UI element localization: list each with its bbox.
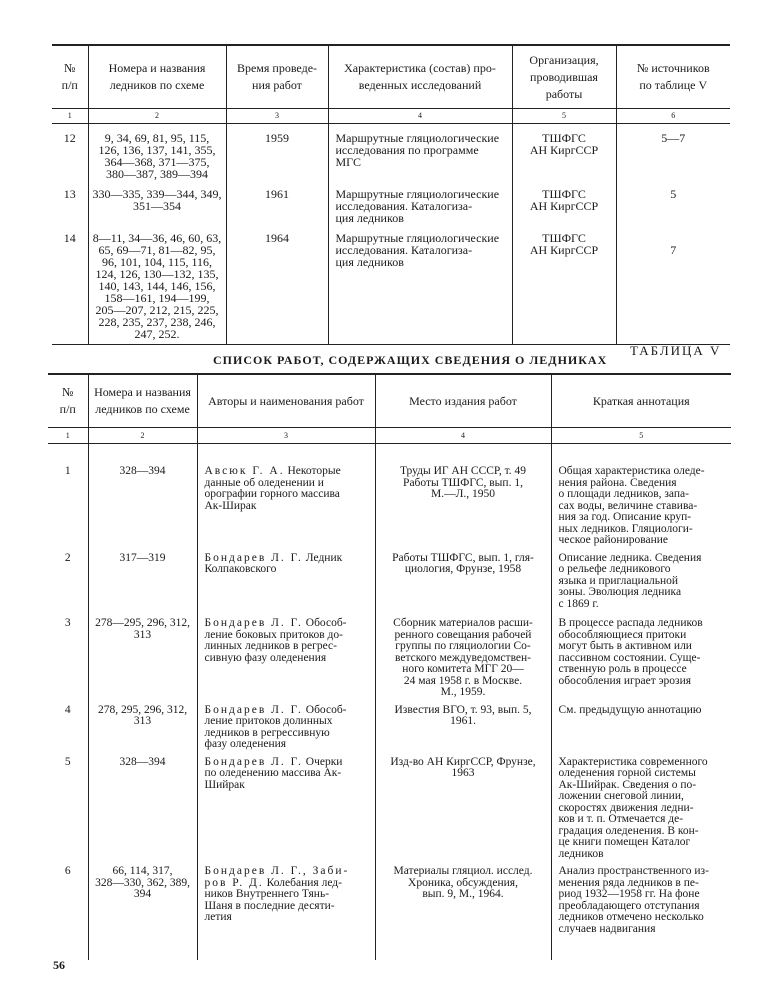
table-title: СПИСОК РАБОТ, СОДЕРЖАЩИХ СВЕДЕНИЯ О ЛЕДНИКАХ [213,353,608,367]
publication-place: Работы ТШФГС, вып. 1, гля- циология, Фрунзе, 1958 [375,547,551,611]
row-number: 14 [52,224,88,345]
work-title: Некоторые данные об оледенении и орографии горного массива Ак-Ширак [204,465,341,512]
table-row [52,124,730,181]
table-row [48,547,731,611]
annotation: Общая характеристика оледе- нения района. Сведения о площади ледников, запа- сах воды, величине ставива- ния за год. Описание круп- ных ледников. Гляциологи- ческое районирование [551,444,731,547]
glacier-numbers: 328—394 [88,751,197,861]
table1-header-glaciers: Номера и названия ледников по схеме [88,45,226,109]
table1-header-org: Организация, проводившая работы [512,45,616,109]
work-title: Очерки по оледенению массива Ак- Шийрак [204,755,343,791]
glacier-numbers: 9, 34, 69, 81, 95, 115, 126, 136, 137, 141, 355, 364—368, 371—375, 380—387, 389—394 [88,124,226,181]
publication-place: Известия ВГО, т. 93, вып. 5, 1961. [375,699,551,751]
annotation: Описание ледника. Сведения о рельефе ледникового языка и приглациальной зоны. Эволюция ледника с 1869 г. [551,547,731,611]
table-row [48,751,731,861]
table-row [52,180,730,224]
source-numbers: 5—7 [616,124,730,181]
table-label: ТАБЛИЦА V [630,343,722,358]
publication-place: Труды ИГ АН СССР, т. 49 Работы ТШФГС, вып. 1, М.—Л., 1950 [375,444,551,547]
organization: ТШФГС АН КиргССР [512,124,616,181]
glacier-numbers: 330—335, 339—344, 349, 351—354 [88,180,226,224]
row-number: 1 [64,465,71,477]
author-and-work [197,860,375,960]
glacier-numbers: 278, 295, 296, 312, 313 [88,699,197,751]
table1-header-row [52,45,730,109]
author-and-work [197,610,375,699]
author-name: Бондарев Л. Г. [204,551,303,564]
col-number: 4 [328,109,512,124]
table1-header-desc: Характеристика (состав) про- веденных исследований [328,45,512,109]
work-title: Обособ- ление притоков долинных ледников в регрессивную фазу оледенения [204,703,347,750]
table-row [48,444,731,547]
work-title: Колебания лед- ников Внутреннего Тянь- Шаня в последние десяти- летия [204,876,342,923]
row-number: 2 [64,551,71,564]
table-row [48,860,731,960]
research-description: Маршрутные гляциологические исследования. Каталогиза- ция ледников [328,180,512,224]
table1-header-time: Время проведе- ния работ [226,45,328,109]
col-number: 2 [88,109,226,124]
col-number: 5 [551,428,731,444]
research-time: 1964 [226,224,328,345]
author-name: Бондарев Л. Г. [204,755,303,768]
table2-column-number-row [48,428,731,444]
author-name: Бондарев Л. Г., Заби- ров Р. Д. [204,865,350,889]
table2-header-annotation: Краткая аннотация [551,374,731,428]
col-number: 5 [512,109,616,124]
table-row [52,224,730,345]
col-number: 1 [52,109,88,124]
author-and-work [197,699,375,751]
research-time: 1959 [226,124,328,181]
author-and-work [197,547,375,611]
col-number: 1 [48,428,88,444]
table1-column-number-row [52,109,730,124]
table2-header-place: Место издания работ [375,374,551,428]
works-list-table [48,373,731,960]
glacier-numbers: 317—319 [88,547,197,611]
table-row [48,610,731,699]
col-number: 6 [616,109,730,124]
source-numbers: 5 [616,180,730,224]
table2-header-num: № п/п [48,374,88,428]
organization: ТШФГС АН КиргССР [512,180,616,224]
work-title: Обособ- ление боковых притоков до- линных ледников в регрес- сивную фазу оледенения [204,617,347,664]
row-number: 13 [63,187,76,201]
research-description: Маршрутные гляциологические исследования по программе МГС [328,124,512,181]
row-number: 3 [64,617,71,629]
glacier-research-table [52,44,730,345]
glacier-numbers: 328—394 [88,444,197,547]
col-number: 3 [197,428,375,444]
research-time: 1961 [226,180,328,224]
publication-place: Изд-во АН КиргССР, Фрунзе, 1963 [375,751,551,861]
research-description: Маршрутные гляциологические исследования. Каталогиза- ция ледников [328,224,512,345]
publication-place: Сборник материалов расши- ренного совещания рабочей группы по гляциологии Со- ветского междуведомствен- ного комитета МГГ 20— 24 мая 1958 г. в Москве. М., 1959. [375,610,551,699]
annotation: См. предыдущую аннотацию [551,699,731,751]
row-number: 4 [64,703,71,716]
table-row [48,699,731,751]
row-number: 12 [63,131,76,145]
col-number: 2 [88,428,197,444]
row-number: 6 [64,865,71,877]
table1-header-sources: № источников по таблице V [616,45,730,109]
glacier-numbers: 8—11, 34—36, 46, 60, 63, 65, 69—71, 81—82, 95, 96, 101, 104, 115, 116, 124, 126, 130—132, 135, 140, 143, 144, 146, 156, 158—161, 194—199, 205—207, 212, 215, 225, 228, 235, 237, 238, 246, 247, 252. [88,224,226,345]
annotation: Анализ пространственного из- менения ряда ледников в пе- риод 1932—1958 гг. На фоне преобладающего отступания ледников отмечено несколько случаев надвигания [551,860,731,960]
author-name: Авсюк Г. А. [204,465,285,477]
annotation: Характеристика современного оледенения горной системы Ак-Шийрак. Сведения о по- ложении снеговой линии, скоростях движения ледни- ков и т. п. Отмечается де- градация оледенения. В кон- це книги помещен Каталог ледников [551,751,731,861]
table2-header-row [48,374,731,428]
author-and-work [197,444,375,547]
work-title: Ледник Колпаковского [204,551,343,575]
table1-header-num: № п/п [52,45,88,109]
author-and-work [197,751,375,861]
author-name: Бондарев Л. Г. [204,617,303,629]
publication-place: Материалы гляциол. исслед. Хроника, обсуждения, вып. 9, М., 1964. [375,860,551,960]
row-number: 5 [64,755,71,768]
author-name: Бондарев Л. Г. [204,703,303,716]
glacier-numbers: 278—295, 296, 312, 313 [88,610,197,699]
organization: ТШФГС АН КиргССР [512,224,616,345]
table2-header-authors: Авторы и наименования работ [197,374,375,428]
source-numbers: 7 [616,224,730,345]
annotation: В процессе распада ледников обособляющиеся притоки могут быть в активном или пассивном состоянии. Суще- ственную роль в процессе обособления играет эрозия [551,610,731,699]
col-number: 4 [375,428,551,444]
table2-header-glaciers: Номера и названия ледников по схеме [88,374,197,428]
col-number: 3 [226,109,328,124]
glacier-numbers: 66, 114, 317, 328—330, 362, 389, 394 [88,860,197,960]
page-number: 56 [53,958,65,972]
